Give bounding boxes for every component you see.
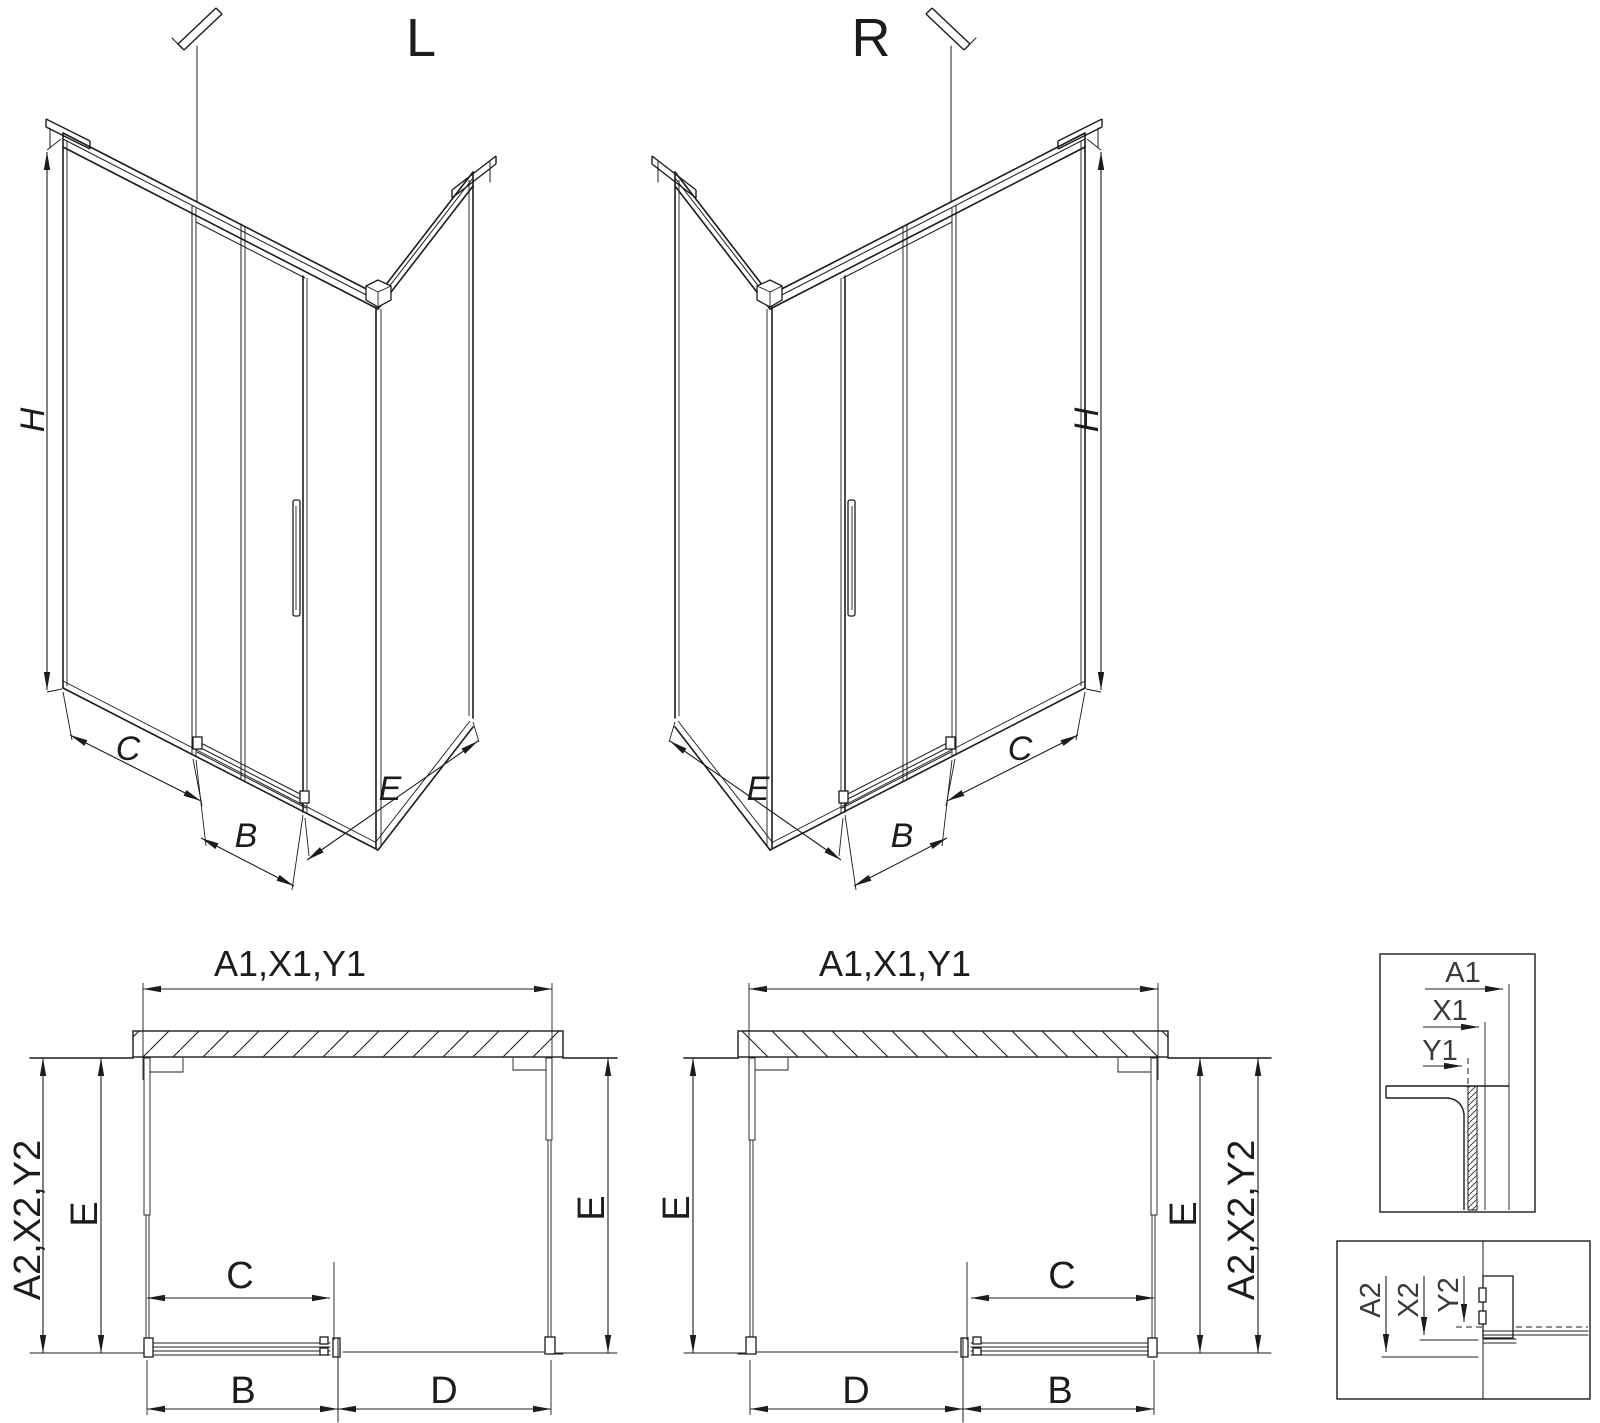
plan-left-opening-label: C — [226, 1255, 254, 1297]
detail-x2-label: X2 — [1393, 1282, 1425, 1318]
plan-left-width-label: A1,X1,Y1 — [213, 943, 367, 984]
detail-y2-label: Y2 — [1433, 1277, 1465, 1313]
plan-left-e-left-label: E — [64, 1201, 106, 1227]
plan-left-door-label: B — [230, 1370, 256, 1412]
iso-left-lineart — [46, 8, 496, 890]
plan-left-e-right-label: E — [571, 1195, 613, 1221]
detail-x1-label: X1 — [1432, 995, 1468, 1027]
plan-right-opening-label: C — [1048, 1255, 1076, 1297]
iso-view-right — [652, 8, 1106, 890]
detail-a1-label: A1 — [1445, 957, 1481, 989]
detail-width-glass-panel — [1468, 1086, 1477, 1210]
iso-right-lineart — [652, 8, 1102, 890]
plan-left-depth-outer-label: A2,X2,Y2 — [7, 1139, 49, 1301]
plan-right-depth-outer-label: A2,X2,Y2 — [1221, 1139, 1263, 1301]
plan-right-door-label: B — [1047, 1370, 1073, 1412]
iso-right-panel-label: C — [1007, 730, 1033, 768]
plan-view-right — [656, 943, 1271, 1422]
detail-depth-references — [1337, 1241, 1590, 1399]
plan-right-fixed-label: D — [842, 1370, 870, 1412]
plan-view-left — [7, 943, 617, 1422]
iso-right-side-label: E — [746, 770, 770, 808]
iso-right-height-label: H — [1068, 407, 1106, 433]
plan-left-lineart — [30, 983, 617, 1422]
iso-left-title: L — [405, 8, 437, 68]
iso-view-left — [14, 8, 496, 890]
detail-y1-label: Y1 — [1422, 1035, 1458, 1067]
detail-width-frame — [1380, 954, 1535, 1212]
iso-right-title: R — [851, 8, 891, 68]
iso-left-side-label: E — [378, 770, 402, 808]
plan-right-e-right-label: E — [1163, 1201, 1205, 1227]
iso-left-height-label: H — [14, 407, 52, 433]
iso-right-door-label: B — [890, 817, 914, 855]
plan-right-width-label: A1,X1,Y1 — [818, 943, 972, 984]
iso-left-door-label: B — [234, 817, 258, 855]
detail-depth-door-section — [1483, 1276, 1513, 1338]
detail-a2-label: A2 — [1355, 1282, 1387, 1318]
plan-left-fixed-label: D — [430, 1370, 458, 1412]
detail-width-references — [1380, 954, 1535, 1212]
plan-right-e-left-label: E — [656, 1195, 698, 1221]
iso-left-panel-label: C — [115, 730, 141, 768]
